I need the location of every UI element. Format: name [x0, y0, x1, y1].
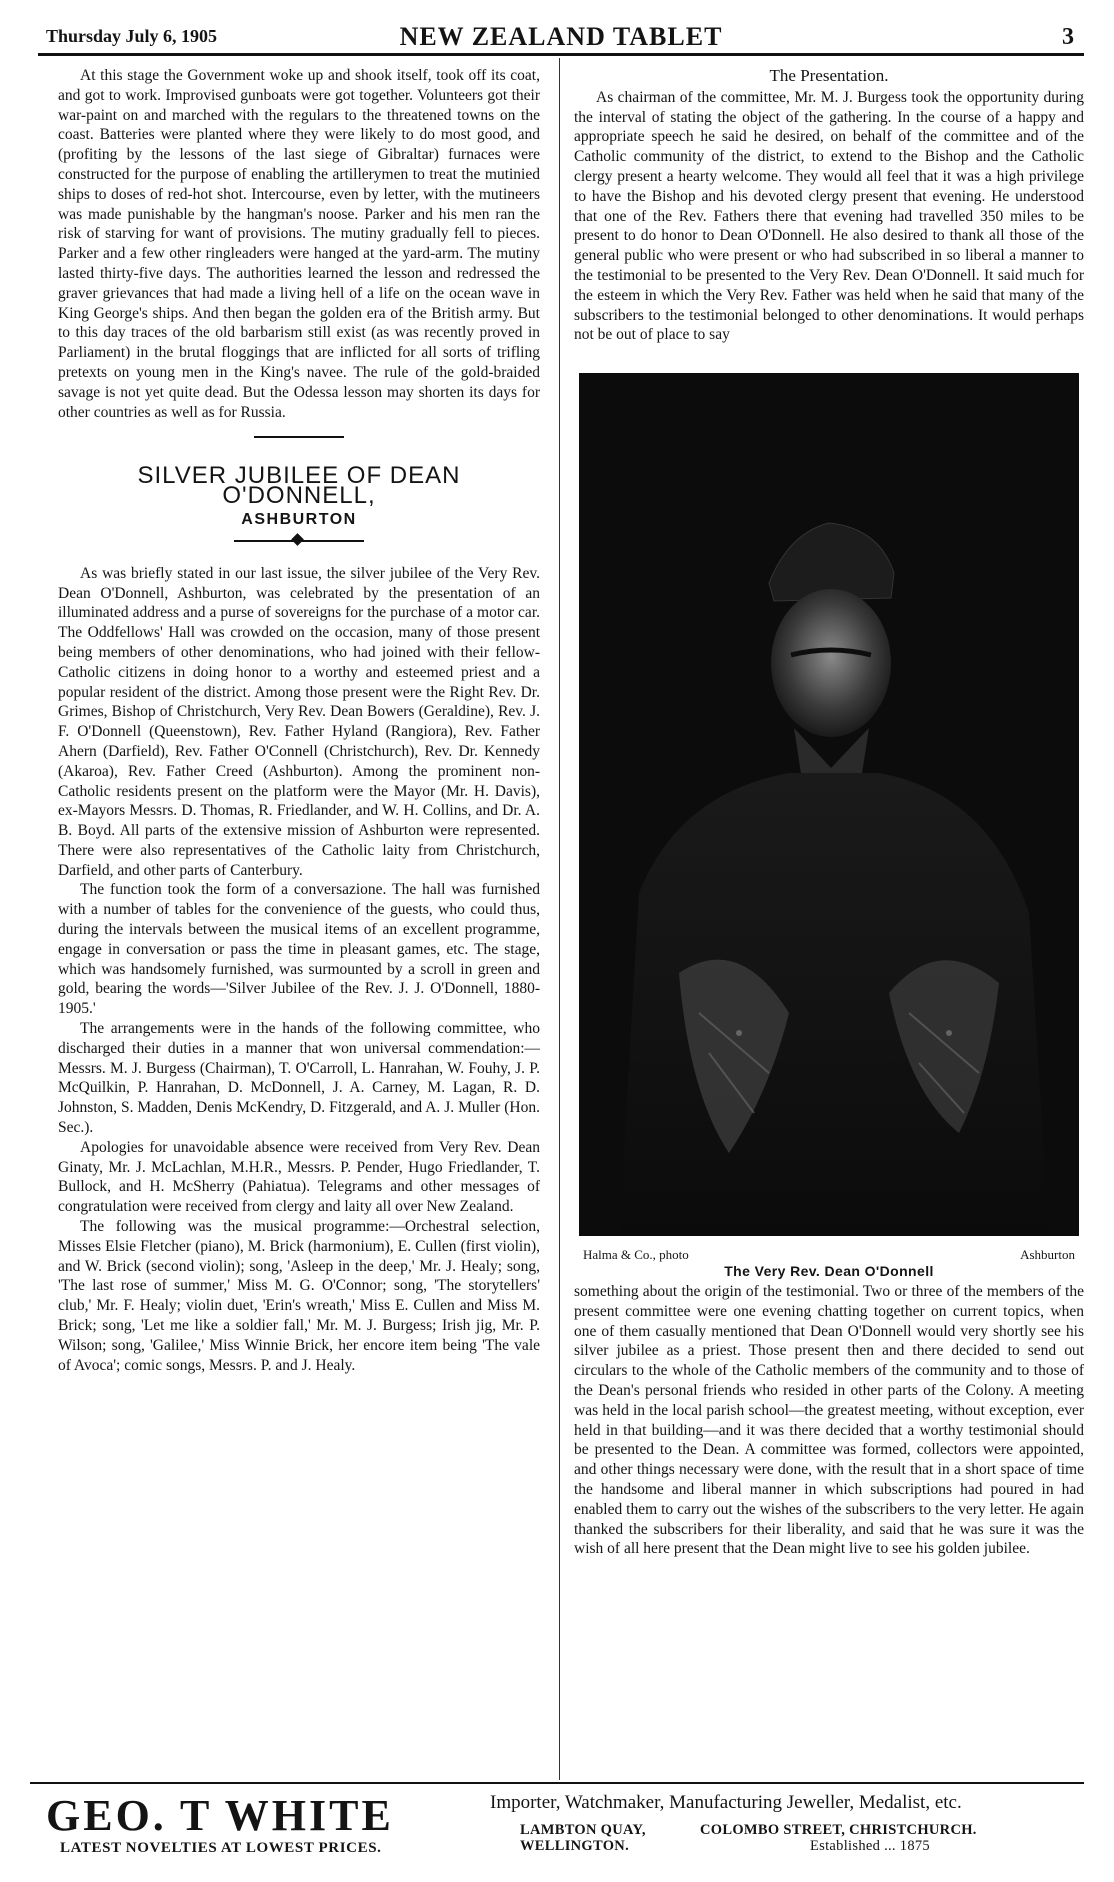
advert-city-1: WELLINGTON.	[520, 1838, 629, 1854]
article-heading: SILVER JUBILEE OF DEAN O'DONNELL,	[137, 462, 461, 510]
portrait-figure	[579, 373, 1079, 1263]
left-column	[58, 66, 540, 1375]
advert-street-1: LAMBTON QUAY,	[520, 1822, 646, 1838]
section-heading: The Presentation.	[769, 66, 889, 85]
masthead	[38, 18, 1084, 52]
advert-street-2: COLOMBO STREET, CHRISTCHURCH.	[700, 1822, 977, 1838]
presentation-paragraph-2: something about the origin of the testimonial. Two or three of the members of the present committee were one evening chatting together on current topics, when one of them casually mentioned that Dean O'Donnell would very shortly see his silver jubilee as a priest. Those present then and there decided to send out circulars to the whole of the Catholic members of the community and to those of the Dean's personal friends who resided in other parts of the Colony. A meeting was held in the local parish school—the greatest meeting, without exception, ever held in that building—and it was there decided that a worthy testimonial should be presented to the Dean. A committee was formed, collectors were appointed, and other things necessary were done, with the result that in a short space of time the handsome and liberal manner in which subscriptions had poured in had enabled them to carry out the wishes of the subscribers to the very letter. He again thanked the subscribers for their liberality, and said that he was sure it was the wish of all here present that the Dean might live to see his golden jubilee.	[574, 1282, 1084, 1558]
advert-tagline: LATEST NOVELTIES AT LOWEST PRICES.	[60, 1840, 382, 1856]
advert-rule	[30, 1782, 1084, 1784]
page-number: 3	[1062, 24, 1074, 50]
ornament-rule	[234, 534, 364, 548]
advert-address-wellington	[520, 1822, 646, 1854]
advert-established: Established ... 1875	[810, 1838, 930, 1854]
issue-date: Thursday July 6, 1905	[46, 26, 218, 46]
masthead-rule	[38, 53, 1084, 56]
advert-address-christchurch	[700, 1822, 977, 1854]
photo-credit: Halma & Co., photo	[583, 1247, 689, 1263]
portrait-photo	[579, 373, 1079, 1236]
presentation-paragraph-1: As chairman of the committee, Mr. M. J. Burgess took the opportunity during the interval of stating the object of the gathering. In the course of a happy and appropriate speech he said he desired, on behalf of the committee and of the Catholic community of the district, to extend to the Bishop and the Catholic clergy present a hearty welcome. They would all feel that it was a high privilege to have the Bishop and his devoted clergy present that evening. He understood that one of the Rev. Fathers there that evening had travelled 350 miles to be present to do honor to Dean O'Donnell. He also desired to thank all those of the general public who were present or who had subscribed in so liberal a manner to the testimonial to be presented to the Very Rev. Dean O'Donnell. It said much for the esteem in which the Very Rev. Father was held when he said that many of the subscribers to the testimonial belonged to other denominations. It would perhaps not be out of place to say	[574, 88, 1084, 344]
column-divider	[559, 58, 560, 1780]
article-subheading: ASHBURTON	[241, 510, 357, 528]
article-separator	[254, 436, 344, 438]
advert-name: GEO. T WHITE	[46, 1791, 394, 1840]
jubilee-paragraph-4: Apologies for unavoidable absence were received from Very Rev. Dean Ginaty, Mr. J. McLachlan, M.H.R., Messrs. P. Pender, Hugo Friedlander, T. Bullock, and H. McSherry (Pahiatua). Telegrams and other messages of congratulation were received from clergy and laity all over New Zealand.	[58, 1138, 540, 1216]
newspaper-title: NEW ZEALAND TABLET	[399, 22, 723, 51]
right-column	[574, 66, 1084, 1559]
photo-caption: The Very Rev. Dean O'Donnell	[724, 1263, 934, 1280]
diamond-icon	[291, 533, 304, 546]
jubilee-paragraph-1: As was briefly stated in our last issue, the silver jubilee of the Very Rev. Dean O'Donnell, Ashburton, was celebrated by the presentation of an illuminated address and a purse of sovereigns for the purchase of a motor car. The Oddfellows' Hall was crowded on the occasion, many of those present being members of other denominations, who had joined with their fellow-Catholic citizens in doing honor to a worthy and esteemed priest and a popular resident of the district. Among those present were the Right Rev. Dr. Grimes, Bishop of Christchurch, Very Rev. Dean Bowers (Geraldine), Rev. J. F. O'Donnell (Queenstown), Rev. Father Hyland (Rangiora), Rev. Father Ahern (Darfield), Rev. Father O'Connell (Christchurch), Rev. Dr. Kennedy (Akaroa), Rev. Father Creed (Ashburton). Among the prominent non-Catholic residents present on the platform were the Mayor (Mr. H. Davis), ex-Mayors Messrs. D. Thomas, R. Friedlander, and W. H. Collins, and Dr. A. B. Boyd. All parts of the extensive mission of Ashburton were represented. There were also representatives of the Catholic laity from Christchurch, Darfield, and other parts of Canterbury.	[58, 564, 540, 879]
article-mutiny-paragraph: At this stage the Government woke up and shook itself, took off its coat, and got to work. Improvised gunboats were got together. Volunteers got their war-paint on and marched with the regulars to the threatened towns on the coast. Batteries were planted where they were likely to do most good, and (profiting by the lessons of the last siege of Gibraltar) furnaces were constructed for the purpose of enabling the artillerymen to treat the mutinied ships to doses of red-hot shot. Intercourse, even by letter, with the mutineers was made punishable by the hangman's noose. Parker and his men ran the risk of starving for want of provisions. The mutiny gradually fell to pieces. Parker and a few other ringleaders were hanged at the yard-arm. The mutiny lasted thirty-five days. The authorities learned the lesson and redressed the graver grievances that had made a living hell of a life on the ocean wave in King George's ships. And then began the golden era of the British army. But to this day traces of the old barbarism still exist (as was recently proved in Parliament) in the brutal floggings that are inflicted for all sorts of trifling pretexts on young men in the King's navee. The rule of the gold-braided savage is not yet quite dead. But the Odessa lesson may shorten its days for other countries as well as for Russia.	[58, 67, 540, 421]
photo-location: Ashburton	[1020, 1247, 1075, 1263]
advert-description: Importer, Watchmaker, Manufacturing Jeweller, Medalist, etc.	[490, 1792, 962, 1813]
jubilee-paragraph-3: The arrangements were in the hands of the following committee, who discharged their duties in a manner that won universal commendation:—Messrs. M. J. Burgess (Chairman), T. O'Carroll, L. Hanrahan, W. Fouhy, J. P. McQuilkin, P. Hanrahan, D. McDonnell, J. A. Carney, M. Lagan, R. D. Johnston, S. Madden, Denis McKendry, D. Fitzgerald, and A. J. Muller (Hon. Sec.).	[58, 1020, 540, 1137]
jubilee-paragraph-2: The function took the form of a conversazione. The hall was furnished with a number of tables for the convenience of the guests, who could thus, during the intervals between the musical items of an excellent programme, engage in conversation or pass the time in pleasant games, etc. The stage, which was handsomely furnished, was surmounted by a scroll in green and gold, bearing the words—'Silver Jubilee of the Rev. J. J. O'Donnell, 1880-1905.'	[58, 881, 540, 1018]
jubilee-paragraph-5: The following was the musical programme:—Orchestral selection, Misses Elsie Fletcher (piano), M. Brick (harmonium), E. Cullen (first violin), and W. Brick (second violin); song, 'Asleep in the deep,' Mr. J. Healy; song, 'The last rose of summer,' Miss M. G. O'Connor; song, 'The storytellers' club,' Mr. F. Healy; violin duet, 'Erin's wreath,' Miss E. Cullen and Miss M. Brick; song, 'Let me like a soldier fall,' Mr. M. J. Burgess; Irish jig, Mr. P. Wilson; song, 'Galilee,' Miss Winnie Brick, her encore item being 'The vale of Avoca'; comic songs, Messrs. P. and J. Healy.	[58, 1218, 540, 1374]
